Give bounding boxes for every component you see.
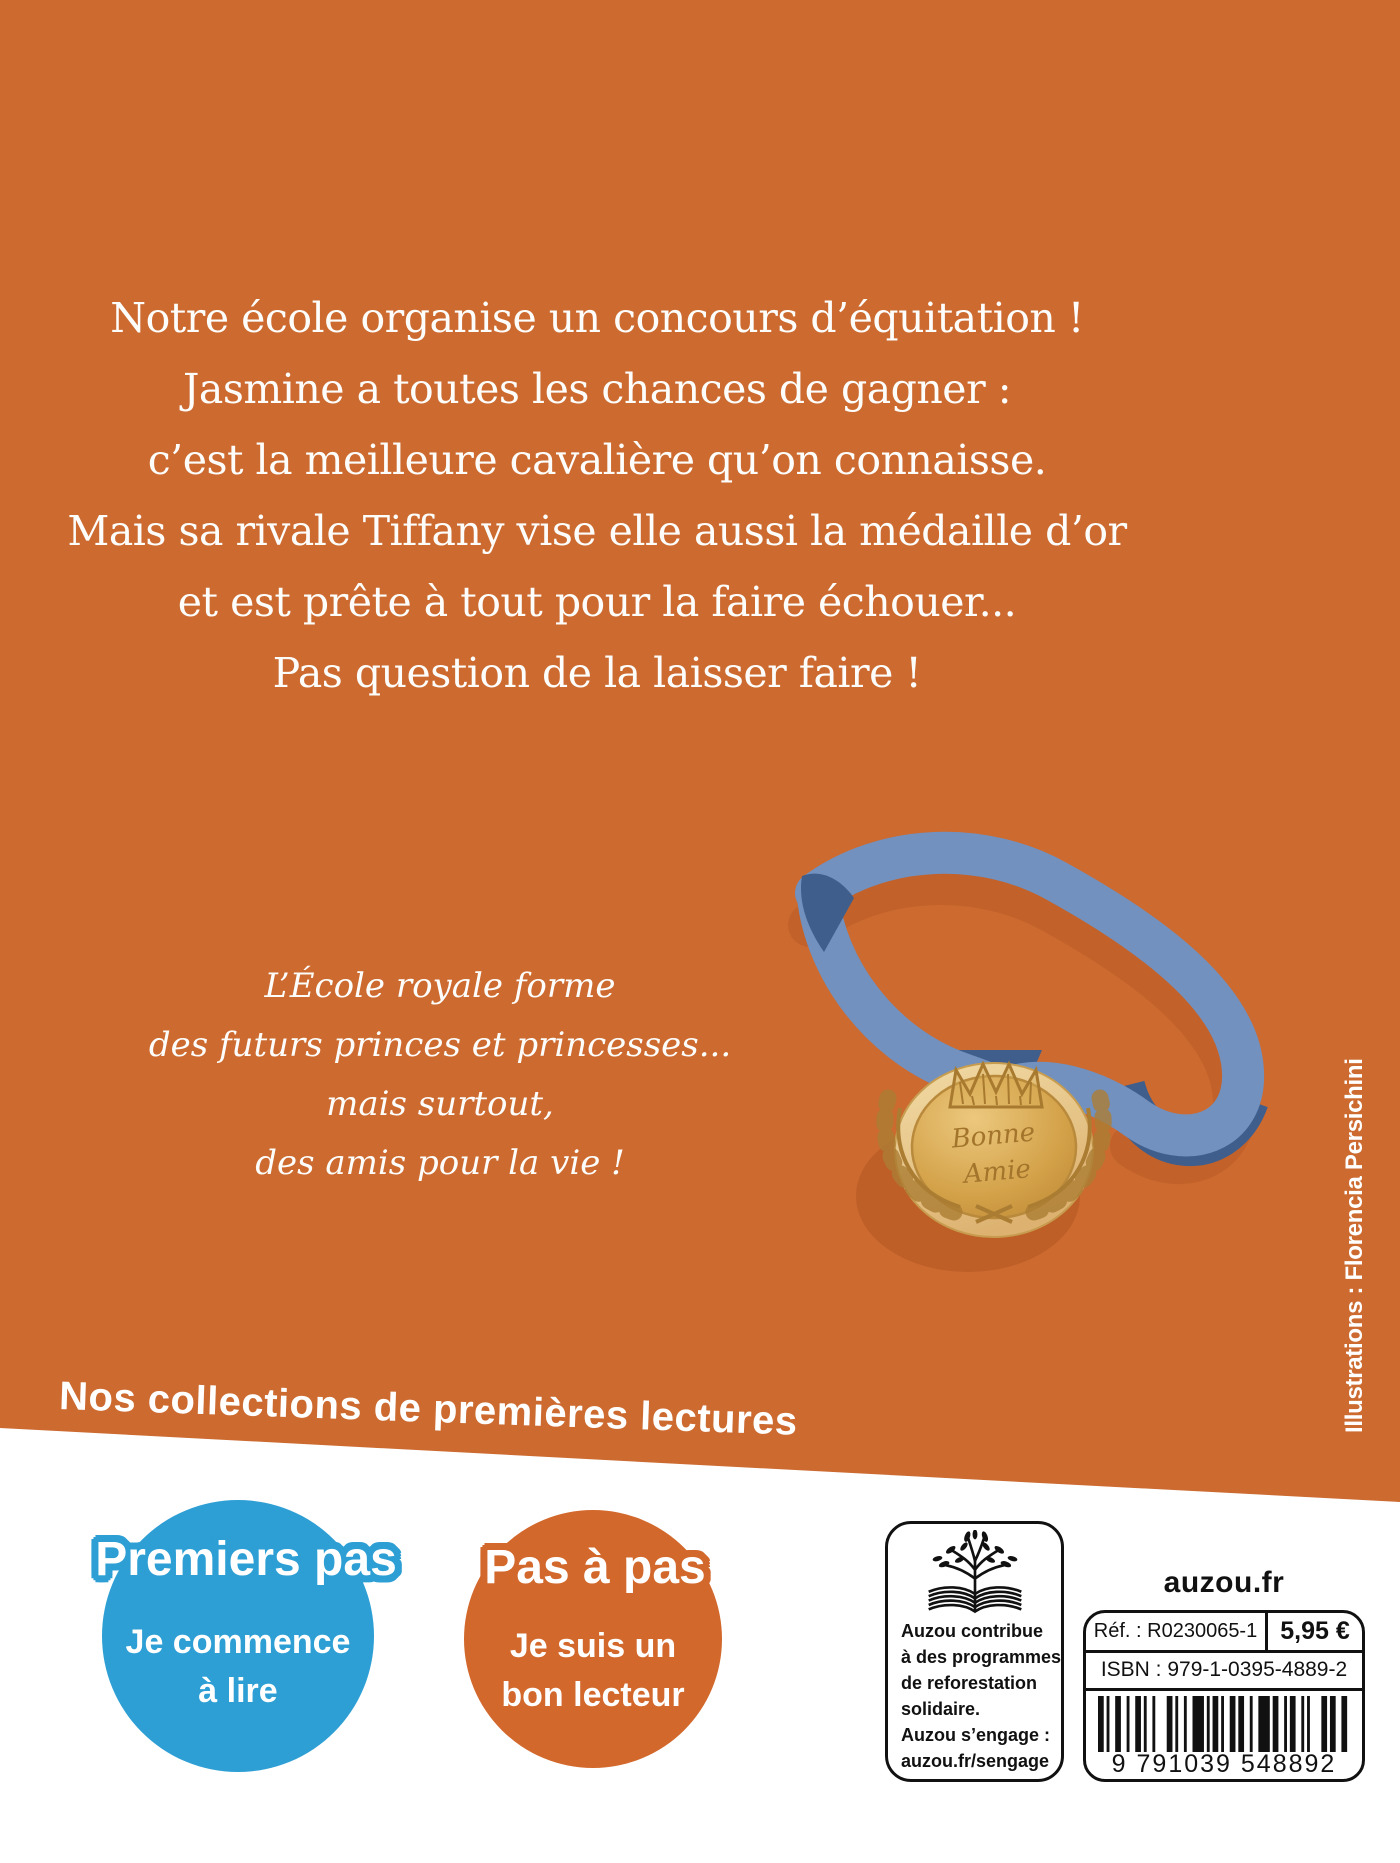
tagline-line: L’École royale forme <box>264 966 616 1006</box>
collections-heading: Nos collections de premières lectures <box>58 1374 799 1444</box>
synopsis-line: Mais sa rivale Tiffany vise elle aussi la médaille d’or <box>67 507 1127 555</box>
isbn: ISBN : 979-1-0395-4889-2 <box>1086 1653 1362 1691</box>
collection-pas-a-pas-title: Pas à pas <box>484 1541 706 1594</box>
reforestation-line: Auzou s’engage : <box>901 1725 1051 1745</box>
description-line: Je suis un <box>509 1627 677 1665</box>
price-isbn-box <box>1083 1610 1365 1782</box>
tagline-line: mais surtout, <box>326 1084 554 1124</box>
reforestation-line: Auzou contribue <box>901 1621 1043 1641</box>
reference-price-row <box>1086 1613 1362 1653</box>
reforestation-line: à des programmes <box>901 1647 1062 1667</box>
synopsis-line: Pas question de la laisser faire ! <box>272 649 922 697</box>
description-line: à lire <box>198 1672 278 1710</box>
collection-pas-a-pas-description <box>464 1622 722 1720</box>
synopsis-line: Notre école organise un concours d’équitation ! <box>110 294 1084 342</box>
reforestation-line: auzou.fr/sengage <box>901 1751 1050 1771</box>
tagline-line: des amis pour la vie ! <box>255 1143 625 1183</box>
barcode <box>1098 1696 1350 1752</box>
school-tagline <box>90 957 790 1193</box>
synopsis <box>0 283 1194 709</box>
reforestation-line: de reforestation <box>901 1673 1038 1693</box>
collection-premiers-pas-title: Premiers pas <box>95 1533 397 1586</box>
barcode-area <box>1086 1691 1362 1779</box>
medal-engraving-line1: Bonne <box>950 1117 1037 1155</box>
description-line: bon lecteur <box>501 1676 685 1714</box>
medal-engraving-line2: Amie <box>962 1154 1033 1190</box>
reforestation-box <box>885 1521 1064 1782</box>
synopsis-line: et est prête à tout pour la faire échouer... <box>177 578 1017 626</box>
tree-book-icon <box>919 1530 1031 1616</box>
publisher-website: auzou.fr <box>1163 1566 1285 1599</box>
barcode-digits: 9 791039 548892 <box>1111 1750 1337 1778</box>
price: 5,95 € <box>1280 1616 1350 1645</box>
reforestation-line: solidaire. <box>901 1699 981 1719</box>
synopsis-line: Jasmine a toutes les chances de gagner : <box>182 365 1012 413</box>
reference-number: Réf. : R0230065-1 <box>1093 1619 1258 1642</box>
illustrator-credit: Illustrations : Florencia Persichini <box>1341 1058 1368 1433</box>
collection-premiers-pas-description <box>102 1618 374 1716</box>
synopsis-line: c’est la meilleure cavalière qu’on connaisse. <box>147 436 1047 484</box>
tagline-line: des futurs princes et princesses... <box>148 1025 732 1065</box>
description-line: Je commence <box>125 1623 351 1661</box>
